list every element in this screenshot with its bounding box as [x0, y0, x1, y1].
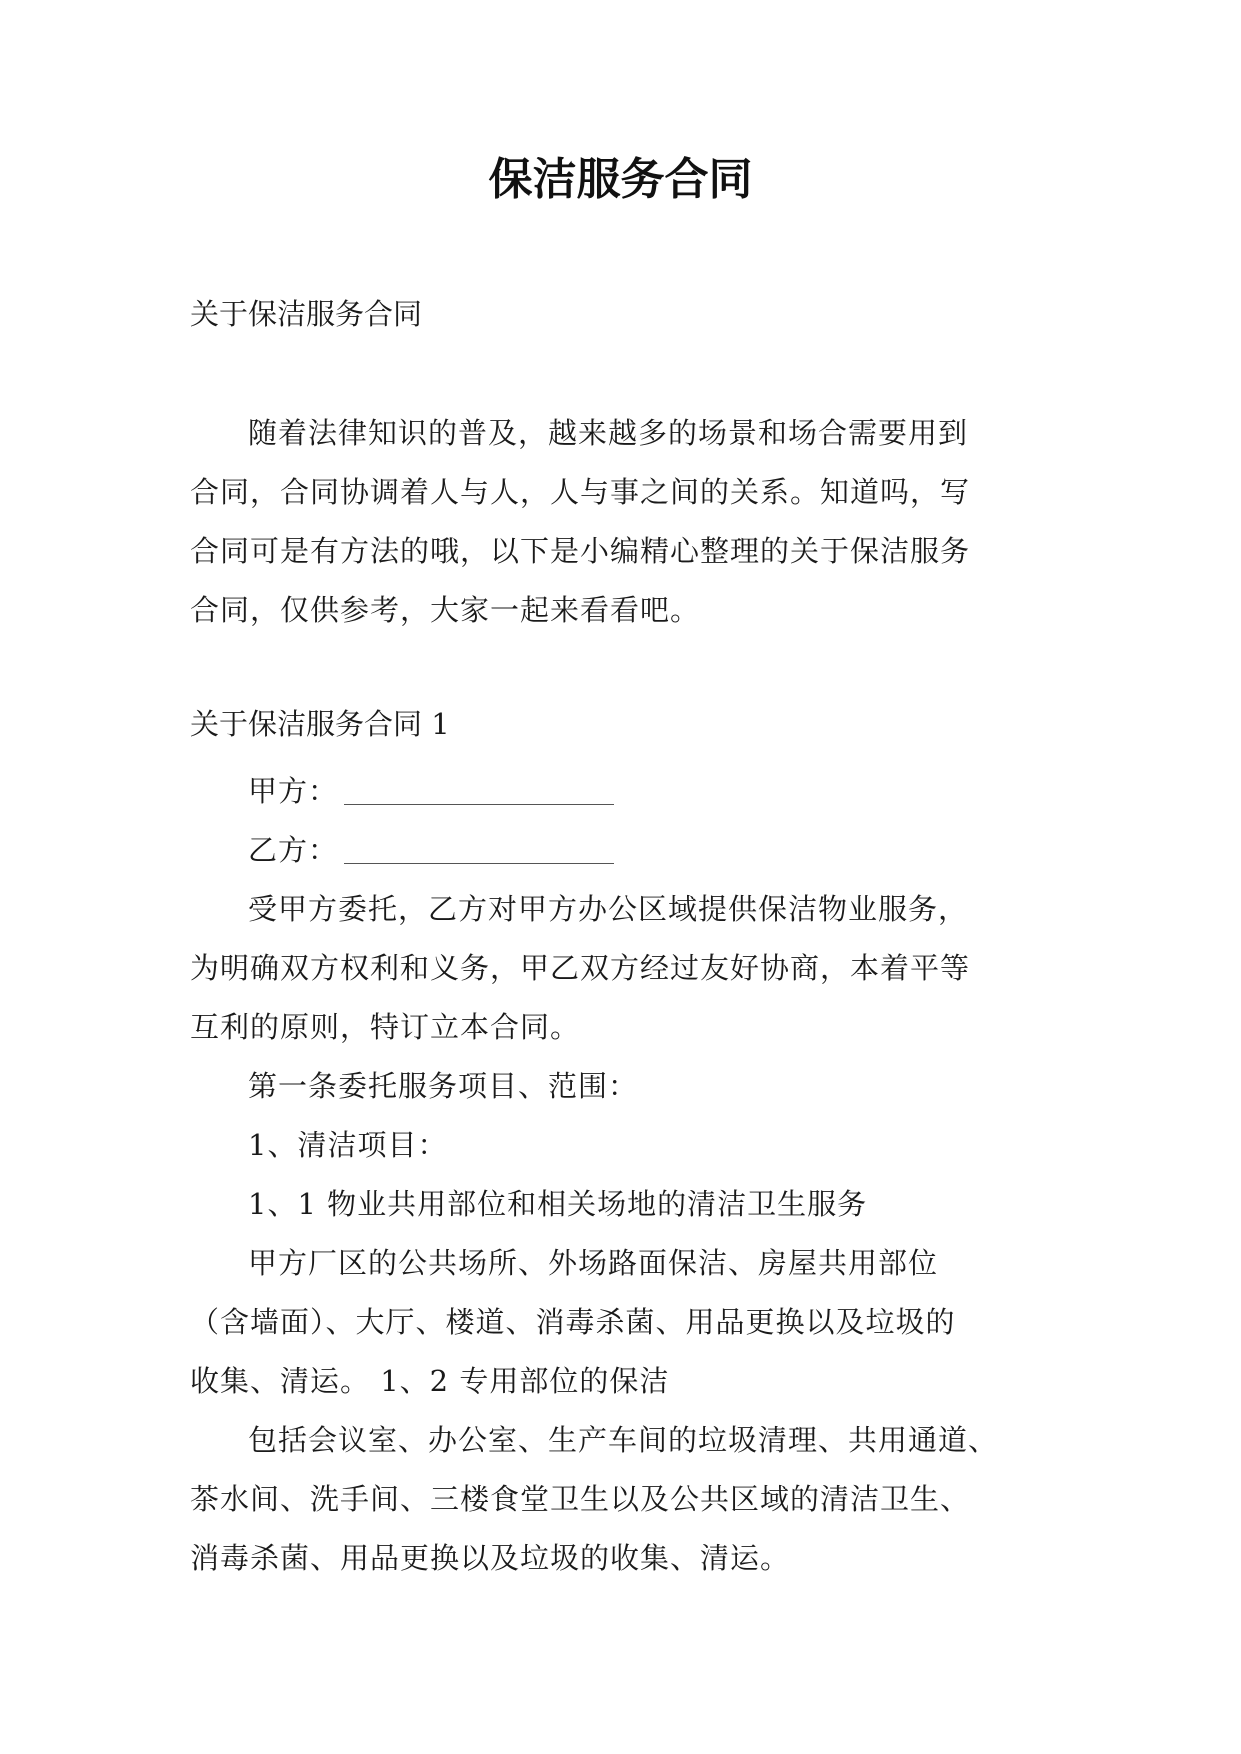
contract-body: [190, 762, 1050, 1588]
party-a-blank: [344, 774, 614, 805]
para1-line: 受甲方委托，乙方对甲方办公区域提供保洁物业服务，: [248, 892, 969, 926]
intro-line: 合同可是有方法的哦，以下是小编精心整理的关于保洁服务: [190, 534, 971, 568]
party-a-line: [190, 762, 1050, 821]
item1-heading: 1、清洁项目：: [248, 1128, 448, 1162]
article1-heading: 第一条委托服务项目、范围：: [248, 1069, 639, 1103]
item1-1-heading: 1、1 物业共用部位和相关场地的清洁卫生服务: [248, 1187, 868, 1221]
para1-line: 为明确双方权利和义务，甲乙双方经过友好协商，本着平等: [190, 951, 971, 985]
party-b-line: [190, 821, 1050, 880]
intro-line: 随着法律知识的普及，越来越多的场景和场合需要用到: [248, 416, 969, 450]
party-a-label: 甲方：: [248, 774, 339, 808]
party-b-label: 乙方：: [248, 833, 339, 867]
para2-line: 收集、清运。 1、2 专用部位的保洁: [190, 1364, 670, 1398]
intro-line: 合同，合同协调着人与人，人与事之间的关系。知道吗，写: [190, 475, 971, 509]
document-subtitle: 关于保洁服务合同: [190, 297, 423, 331]
document-title: 保洁服务合同: [488, 154, 753, 205]
para2-line: （含墙面）、大厅、楼道、消毒杀菌、用品更换以及垃圾的: [190, 1305, 956, 1339]
para3-line: 消毒杀菌、用品更换以及垃圾的收集、清运。: [190, 1541, 791, 1575]
para3-line: 茶水间、洗手间、三楼食堂卫生以及公共区域的清洁卫生、: [190, 1482, 971, 1516]
section-title: 关于保洁服务合同 1: [190, 707, 450, 741]
intro-paragraph: [190, 404, 1050, 640]
intro-line: 合同，仅供参考，大家一起来看看吧。: [190, 593, 701, 627]
party-b-blank: [344, 833, 614, 864]
para3-line: 包括会议室、办公室、生产车间的垃圾清理、共用通道、: [248, 1423, 999, 1457]
para1-line: 互利的原则，特订立本合同。: [190, 1010, 581, 1044]
para2-line: 甲方厂区的公共场所、外场路面保洁、房屋共用部位: [248, 1246, 939, 1280]
